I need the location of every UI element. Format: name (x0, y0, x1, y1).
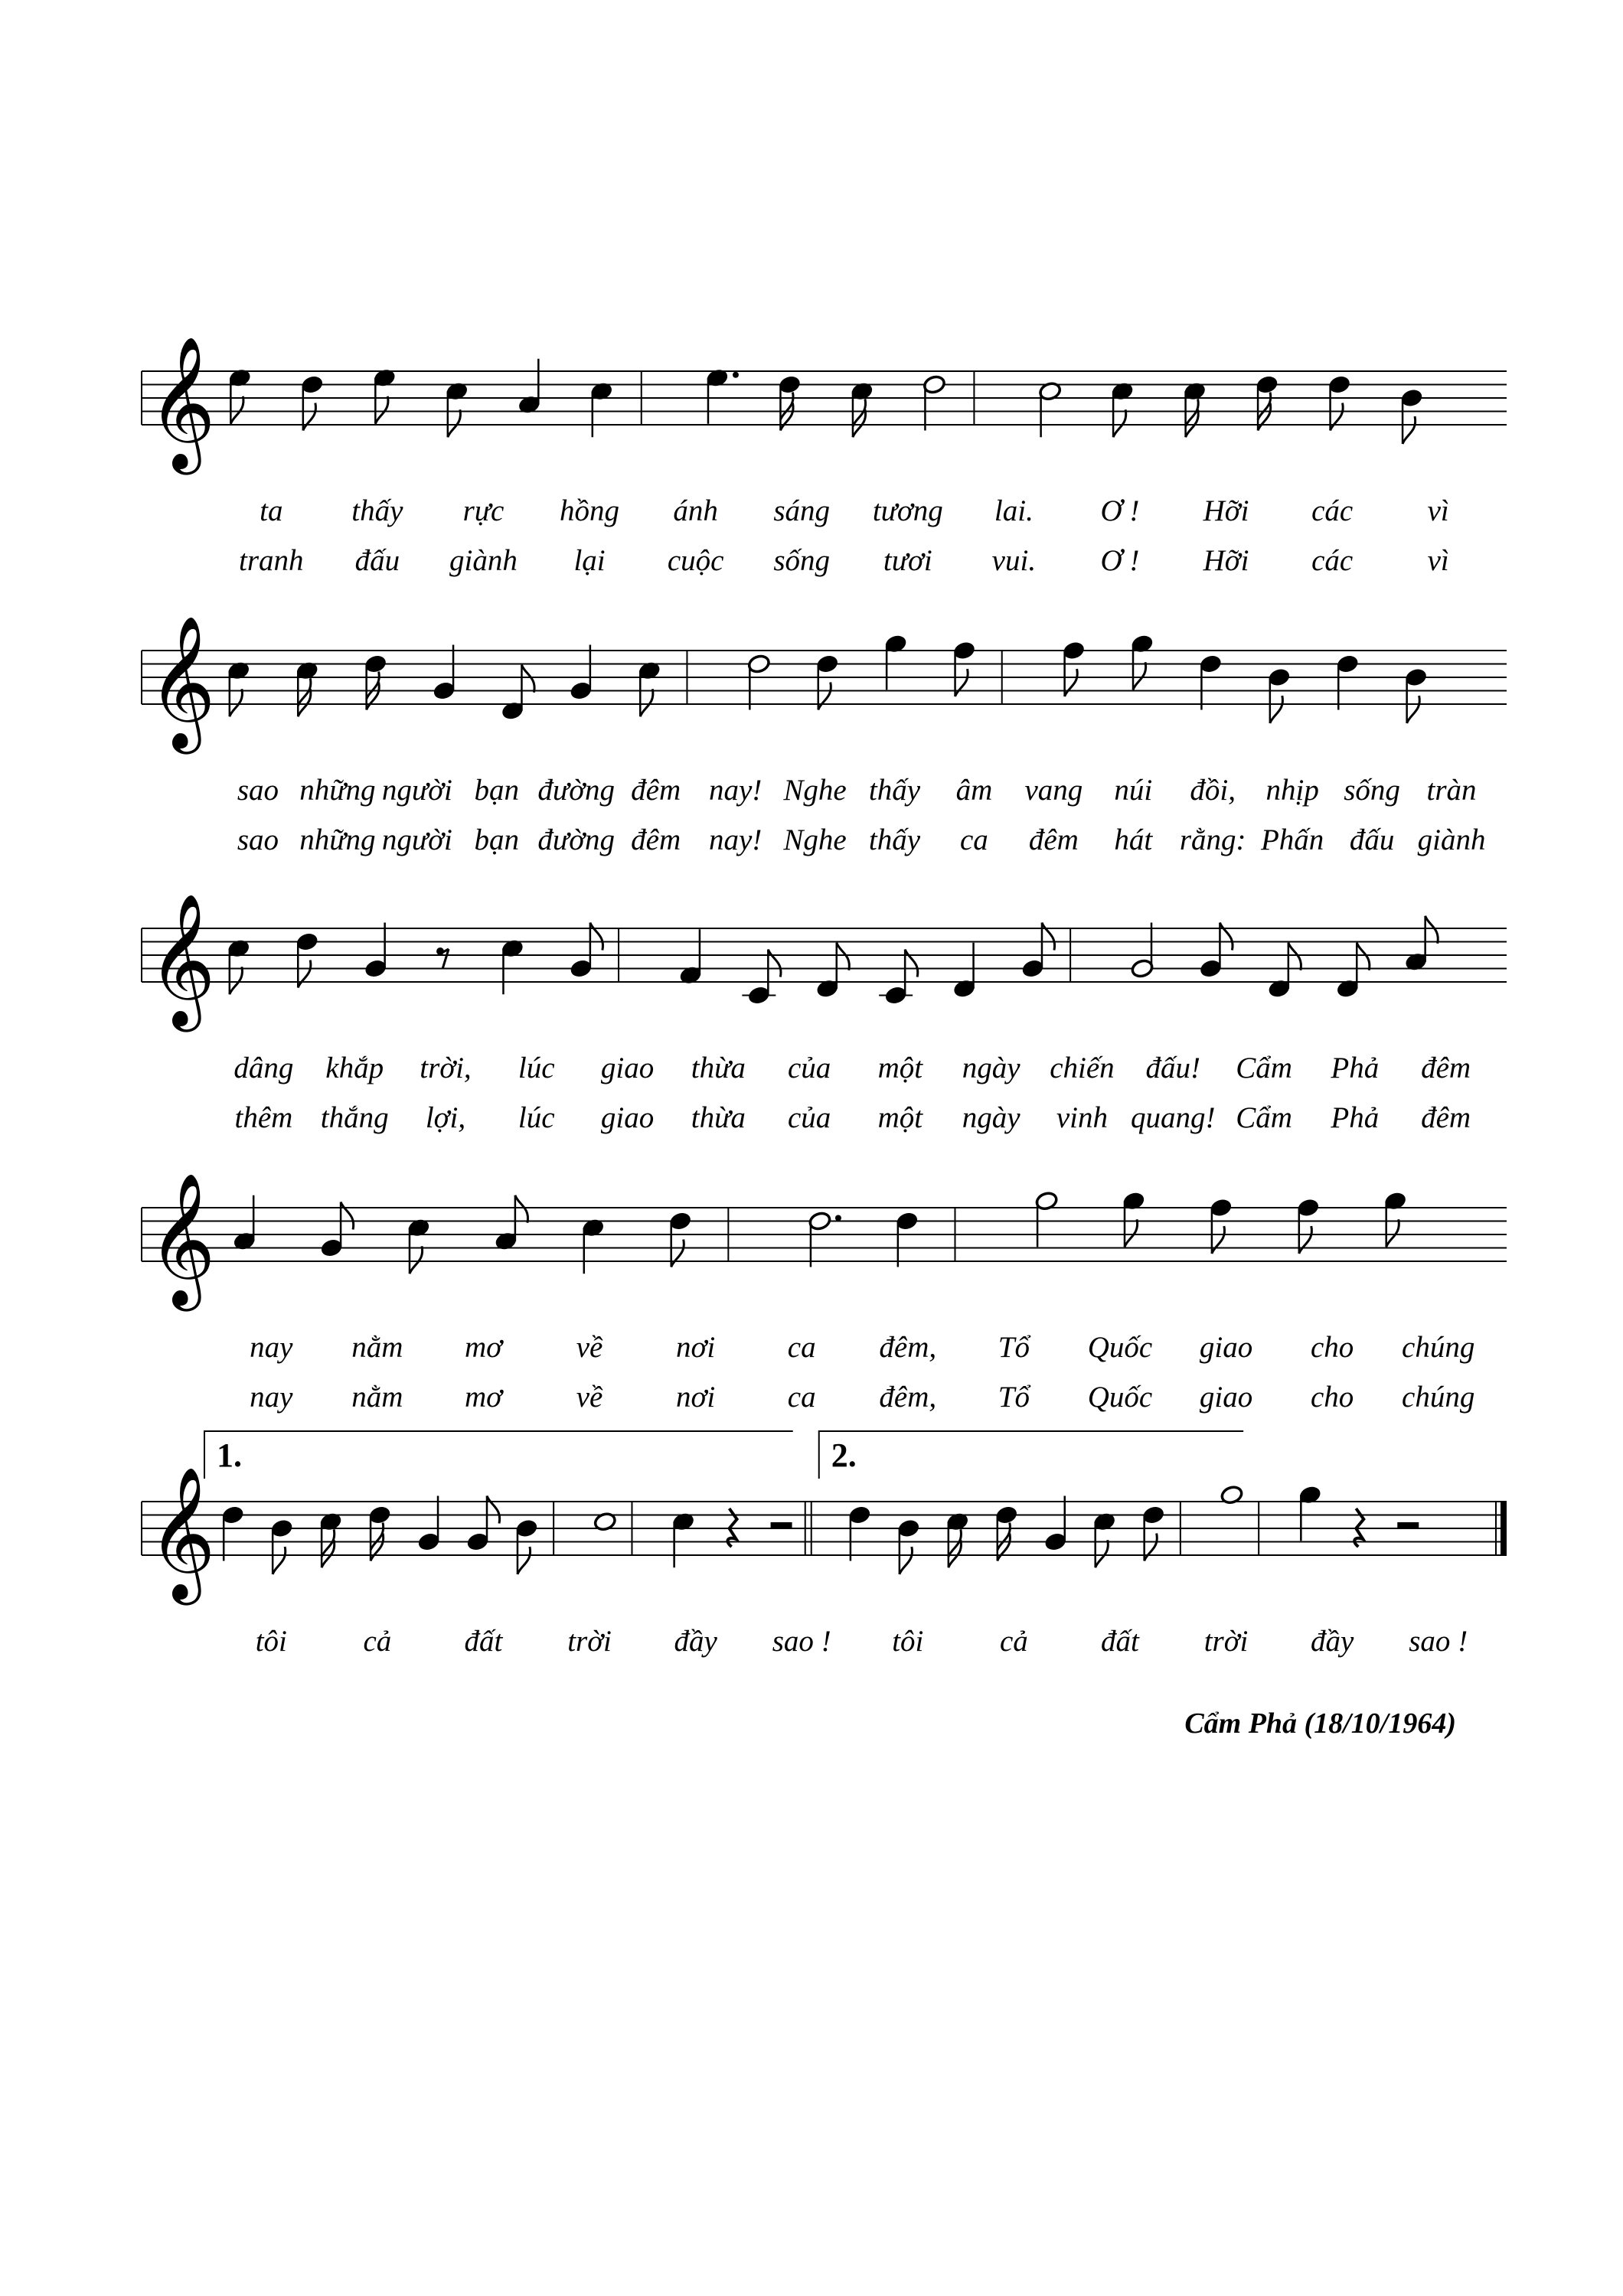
note-flag (515, 1195, 528, 1223)
lyric-syllable: trời, (420, 1052, 472, 1084)
lyric-syllable: đường (537, 823, 616, 856)
note-flag (1425, 916, 1438, 944)
lyric-syllable: tương (872, 494, 943, 527)
lyric-syllable: dâng (233, 1052, 294, 1084)
lyric-syllable: Nghe (783, 774, 847, 807)
note-flag (487, 1496, 500, 1524)
lyric-syllable: lai. (994, 494, 1034, 527)
treble-clef-icon: 𝄞 (148, 893, 216, 1026)
lyric-syllable: đấu (1349, 823, 1395, 856)
lyric-syllable: đất (1101, 1625, 1139, 1658)
lyric-syllable: vang (1024, 774, 1083, 807)
lyric-syllable: cả (999, 1625, 1028, 1658)
treble-clef-icon: 𝄞 (148, 1172, 216, 1306)
lyric-syllable: đồi, (1190, 774, 1236, 807)
lyric-syllable: rằng: (1179, 823, 1246, 856)
lyric-syllable: lợi, (425, 1101, 466, 1134)
note-flag (1403, 416, 1416, 444)
lyric-syllable: giành (449, 544, 518, 577)
lyric-syllable: hồng (560, 494, 620, 527)
note-flag (1133, 662, 1146, 690)
staff-system (142, 1431, 1507, 1658)
lyric-syllable: đêm (631, 823, 681, 856)
augmentation-dot (835, 1215, 841, 1221)
note-flag (341, 1202, 354, 1230)
note-flag (230, 396, 243, 424)
lyric-syllable: nơi (676, 1331, 716, 1364)
lyric-syllable: đêm (631, 774, 681, 807)
lyric-syllable: thấy (868, 823, 921, 856)
lyric-syllable: khắp (325, 1052, 384, 1084)
lyric-syllable: rực (462, 494, 505, 527)
lyric-syllable: hát (1114, 823, 1153, 856)
lyric-syllable: những (299, 823, 376, 856)
lyric-syllable: về (576, 1381, 603, 1414)
lyric-syllable: sống (773, 544, 831, 577)
lyric-syllable: tràn (1426, 774, 1477, 807)
lyric-syllable: chúng (1402, 1331, 1475, 1364)
staff-system (142, 615, 1507, 856)
lyric-syllable: lại (573, 544, 606, 577)
note-flag (518, 1547, 531, 1574)
lyric-syllable: thấy (351, 494, 403, 527)
treble-clef-icon: 𝄞 (148, 615, 216, 748)
lyric-syllable: đầy (1310, 1625, 1354, 1658)
lyric-syllable: đất (464, 1625, 503, 1658)
lyric-syllable: nay! (708, 823, 763, 856)
staff-system (142, 893, 1507, 1134)
lyric-syllable: chiến (1050, 1052, 1115, 1084)
volta-bracket (204, 1431, 793, 1479)
note-flag (1125, 1219, 1138, 1247)
lyric-syllable: mơ (464, 1331, 502, 1364)
lyric-syllable: cả (363, 1625, 392, 1658)
lyric-syllable: mơ (464, 1381, 502, 1414)
lyric-syllable: bạn (474, 823, 520, 856)
volta-label: 2. (831, 1437, 857, 1474)
lyric-syllable: Quốc (1087, 1331, 1153, 1364)
lyric-syllable: sao ! (1409, 1625, 1468, 1658)
lyric-syllable: Phả (1331, 1101, 1380, 1134)
lyric-syllable: Cẩm (1236, 1052, 1292, 1084)
volta-label: 1. (217, 1437, 242, 1474)
lyric-syllable: tôi (892, 1625, 924, 1658)
lyric-syllable: nhịp (1265, 774, 1319, 807)
lyric-syllable: các (1311, 494, 1354, 527)
lyric-syllable: Tổ (998, 1331, 1030, 1364)
note-flag (1386, 1219, 1399, 1247)
lyric-syllable: một (877, 1052, 923, 1084)
lyric-syllable: thắng (320, 1101, 389, 1134)
lyric-syllable: đêm, (879, 1381, 937, 1414)
lyric-syllable: nơi (676, 1381, 716, 1414)
lyric-syllable: thấy (868, 774, 921, 807)
lyric-syllable: giao (1199, 1331, 1253, 1364)
lyric-syllable: sao (237, 823, 279, 856)
lyric-syllable: nay (250, 1381, 293, 1414)
lyric-syllable: về (576, 1331, 603, 1364)
note-flag (640, 689, 653, 716)
lyric-syllable: thừa (691, 1101, 746, 1134)
note-flag (375, 396, 388, 424)
lyric-syllable: nằm (351, 1331, 403, 1364)
lyric-syllable: vui. (991, 544, 1037, 577)
treble-clef-icon: 𝄞 (148, 1466, 216, 1600)
note-flag (1145, 1534, 1158, 1561)
half-rest (1397, 1522, 1419, 1529)
note-flag (230, 689, 243, 716)
note-flag (768, 950, 781, 977)
note-flag (955, 669, 968, 696)
lyric-syllable: giao (600, 1101, 655, 1134)
note-flag (837, 943, 850, 970)
note-flag (590, 923, 603, 951)
lyric-syllable: của (787, 1101, 831, 1134)
lyric-syllable: tôi (255, 1625, 287, 1658)
lyric-syllable: sống (1344, 774, 1400, 807)
note-flag (448, 409, 461, 437)
lyric-syllable: chúng (1402, 1381, 1475, 1414)
note-flag (1042, 923, 1055, 951)
lyric-syllable: trời (1203, 1625, 1249, 1658)
lyric-syllable: ca (787, 1331, 816, 1364)
note-flag (900, 1547, 913, 1574)
staff-system (142, 1172, 1507, 1414)
lyric-syllable: đường (537, 774, 616, 807)
lyric-syllable: các (1311, 544, 1354, 577)
note-flag (1113, 409, 1126, 437)
lyric-syllable: giao (1199, 1381, 1253, 1414)
lyric-syllable: ca (787, 1381, 816, 1414)
lyric-syllable: của (787, 1052, 831, 1084)
lyric-syllable: tươi (883, 544, 932, 577)
note-flag (1357, 943, 1370, 970)
lyric-syllable: nay (250, 1331, 293, 1364)
volta-bracket (819, 1431, 1243, 1479)
note-flag (1299, 1226, 1312, 1254)
date-signature: Cẩm Phả (18/10/1964) (1184, 1707, 1456, 1740)
lyric-syllable: quang! (1131, 1101, 1216, 1134)
lyric-syllable: ánh (673, 494, 718, 527)
note-flag (905, 950, 918, 977)
lyric-syllable: lúc (518, 1052, 555, 1084)
lyric-syllable: đêm, (879, 1331, 937, 1364)
lyric-syllable: Cẩm (1236, 1101, 1292, 1134)
lyric-syllable: tranh (239, 544, 304, 577)
lyric-syllable: bạn (474, 774, 520, 807)
note-flag (1331, 403, 1344, 431)
lyric-syllable: thêm (234, 1101, 293, 1134)
lyric-syllable: nay! (708, 774, 763, 807)
lyric-syllable: Tổ (998, 1381, 1030, 1414)
augmentation-dot (733, 372, 739, 378)
lyric-syllable: nằm (351, 1381, 403, 1414)
lyric-syllable: Ơ ! (1100, 494, 1140, 527)
lyric-syllable: Hỡi (1203, 544, 1249, 577)
lyric-syllable: đêm (1028, 823, 1079, 856)
lyric-syllable: sao ! (772, 1625, 831, 1658)
lyric-syllable: sáng (773, 494, 831, 527)
staff-system (142, 336, 1507, 577)
treble-clef-icon: 𝄞 (148, 336, 216, 469)
lyric-syllable: Ơ ! (1100, 544, 1140, 577)
lyric-syllable: đầy (674, 1625, 717, 1658)
lyric-syllable: thừa (691, 1052, 746, 1084)
lyric-syllable: vì (1427, 544, 1449, 577)
note-flag (230, 967, 243, 994)
lyric-syllable: vì (1427, 494, 1449, 527)
lyric-syllable: người (381, 823, 452, 856)
lyric-syllable: đêm (1421, 1101, 1471, 1134)
note-flag (298, 960, 311, 988)
note-flag (303, 403, 316, 431)
lyric-syllable: vinh (1056, 1101, 1109, 1134)
lyric-syllable: lúc (518, 1101, 555, 1134)
lyric-syllable: Phả (1331, 1052, 1380, 1084)
note-flag (273, 1547, 286, 1574)
lyric-syllable: đấu! (1145, 1052, 1200, 1084)
lyric-syllable: ta (260, 494, 283, 527)
note-flag (410, 1246, 423, 1274)
note-flag (818, 683, 831, 710)
note-flag (1212, 1226, 1225, 1254)
lyric-syllable: sao (237, 774, 279, 807)
lyric-syllable: người (381, 774, 452, 807)
lyric-syllable: giành (1417, 823, 1486, 856)
lyric-syllable: ngày (962, 1052, 1020, 1084)
note-flag (671, 1240, 684, 1267)
lyric-syllable: âm (955, 774, 993, 807)
lyric-syllable: Nghe (783, 823, 847, 856)
note-flag (1096, 1540, 1109, 1567)
lyric-syllable: giao (600, 1052, 655, 1084)
lyric-syllable: những (299, 774, 376, 807)
lyric-syllable: cho (1310, 1331, 1354, 1364)
lyric-syllable: Hỡi (1203, 494, 1249, 527)
lyric-syllable: một (877, 1101, 923, 1134)
lyric-syllable: đêm (1421, 1052, 1471, 1084)
lyric-syllable: núi (1114, 774, 1153, 807)
lyric-syllable: Quốc (1087, 1381, 1153, 1414)
note-flag (1407, 696, 1420, 723)
note-flag (1220, 923, 1233, 951)
lyric-syllable: ngày (962, 1101, 1020, 1134)
lyric-syllable: trời (567, 1625, 612, 1658)
note-flag (1270, 696, 1283, 723)
lyric-syllable: cho (1310, 1381, 1354, 1414)
lyric-syllable: Phấn (1260, 823, 1324, 856)
note-flag (1065, 669, 1078, 696)
half-rest (771, 1522, 792, 1529)
note-flag (1288, 943, 1301, 970)
lyric-syllable: cuộc (667, 544, 724, 577)
lyric-syllable: đấu (354, 544, 400, 577)
lyric-syllable: ca (960, 823, 988, 856)
final-barline (1501, 1502, 1507, 1555)
note-flag (521, 665, 534, 693)
